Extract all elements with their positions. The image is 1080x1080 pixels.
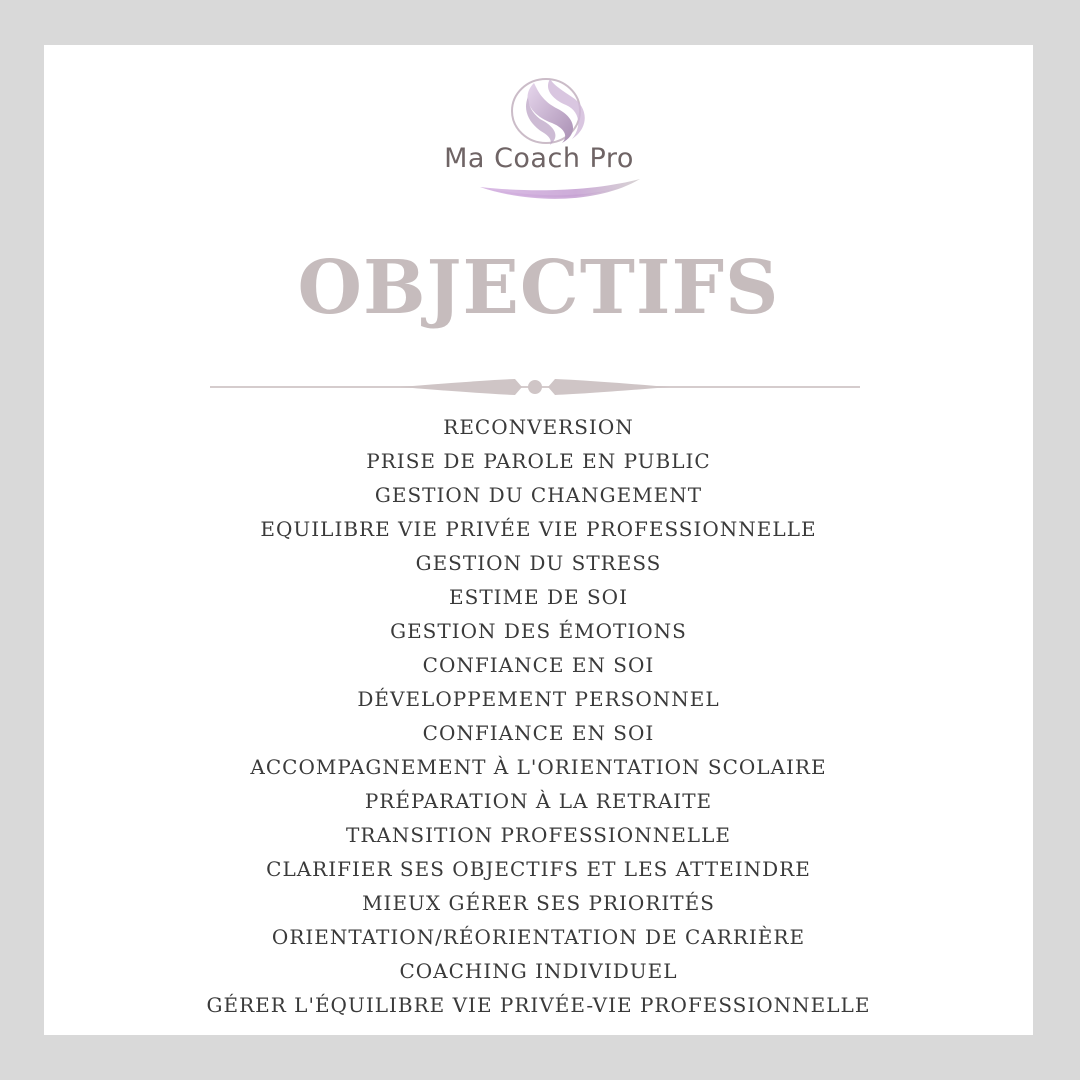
- objective-item: MIEUX GÉRER SES PRIORITÉS: [362, 891, 715, 915]
- objective-item: EQUILIBRE VIE PRIVÉE VIE PROFESSIONNELLE: [260, 517, 817, 541]
- objective-item: CONFIANCE EN SOI: [422, 653, 655, 677]
- objective-item: ORIENTATION/RÉORIENTATION DE CARRIÈRE: [271, 925, 806, 949]
- objective-item: PRÉPARATION À LA RETRAITE: [364, 789, 713, 813]
- content-card: [44, 45, 1033, 1035]
- objective-item: GESTION DU CHANGEMENT: [374, 483, 703, 507]
- objective-item: DÉVELOPPEMENT PERSONNEL: [357, 687, 720, 711]
- brand-name: Ma Coach Pro: [444, 143, 634, 174]
- objective-item: TRANSITION PROFESSIONNELLE: [346, 823, 731, 847]
- objective-item: COACHING INDIVIDUEL: [399, 959, 678, 983]
- brand-logo: [434, 77, 654, 209]
- objectives-list: [44, 410, 1033, 1022]
- objective-item: GESTION DU STRESS: [415, 551, 662, 575]
- objective-item: ESTIME DE SOI: [449, 585, 628, 609]
- objective-item: CONFIANCE EN SOI: [422, 721, 655, 745]
- objective-item: RECONVERSION: [443, 415, 634, 439]
- objective-item: CLARIFIER SES OBJECTIFS ET LES ATTEINDRE: [266, 857, 811, 881]
- objective-item: PRISE DE PAROLE EN PUBLIC: [366, 449, 711, 473]
- page-title: OBJECTIFS: [297, 245, 780, 331]
- objective-item: GESTION DES ÉMOTIONS: [390, 619, 687, 643]
- objective-item: GÉRER L'ÉQUILIBRE VIE PRIVÉE-VIE PROFESSIONNELLE: [206, 993, 871, 1017]
- ornamental-divider-icon: [210, 375, 860, 399]
- objective-item: ACCOMPAGNEMENT À L'ORIENTATION SCOLAIRE: [250, 755, 827, 779]
